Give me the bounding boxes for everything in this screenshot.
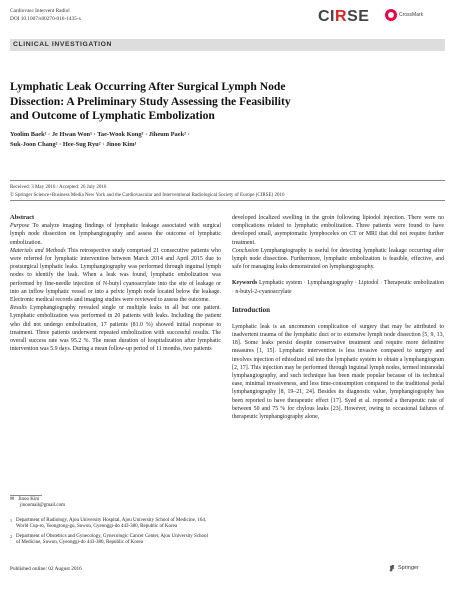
- springer-horse-icon: [388, 564, 396, 572]
- cirse-logo: CIRSE: [318, 8, 370, 25]
- journal-name: Cardiovasc Intervent Radiol: [10, 8, 70, 14]
- affiliation: 1 Department of Radiology, Ajou University Hospital, Ajou University School of Medicine, 164, World Cup-ro, Yeongtong-gu, Suwon, Gyeonggi-do 443-380, Republic of Korea: [10, 518, 207, 530]
- crossmark-icon: [385, 9, 397, 21]
- abstract-purpose: Purpose To analyze imaging findings of lymphatic leakage associated with surgical lymph node dissection on lymphangiography and assess the outcome of lymphatic embolization.: [10, 223, 221, 246]
- crossmark-badge[interactable]: [385, 9, 423, 21]
- abstract-left-column: [10, 214, 221, 353]
- abstract-conclusion: Conclusion Lymphangiography is useful for detecting lymphatic leakage occurring after lymph node dissection. Furthermore, lymphatic embolization is feasible, effective, and safe for managing leaks demonstrated on lymphangiography.: [232, 247, 445, 271]
- affiliations: [10, 518, 210, 547]
- correspondence: [10, 497, 221, 510]
- article-dates: Received: 3 May 2016 / Accepted: 26 July 2016 © Springer Science+Business Media New York and the Cardiovascular and Interventional Radiological Society of Europe (CIRSE) 2016: [10, 185, 285, 198]
- abstract-heading: Abstract: [10, 214, 35, 221]
- abstract-right-column: [232, 214, 444, 421]
- journal-header: [10, 8, 81, 23]
- article-title: Lymphatic Leak Occurring After Surgical Lymph Node Dissection: A Preliminary Study Assessing the Feasibility and Outcome of Lymphatic Embolization: [10, 80, 291, 122]
- abstract-results: Results Lymphangiography revealed single or multiple leaks in all but one patient. Lymphatic embolization was performed in 20 patients with leaks. Including the patient who did not undergo embolization, 17 patients (81.0 %) showed initial response to treatment. Three patients underwent repeated embolization with successful results. The overall success rate was 95.2 %. The mean duration of hospitalization after lymphatic intervention was 5.9 days. During a mean follow-up period of 11 months, two patients: [10, 305, 221, 353]
- divider: [10, 200, 445, 201]
- affiliation: 2 Department of Obstetrics and Gynecology, Gynecologic Cancer Center, Ajou University School of Medicine, Suwon, Gyeonggi-do 443-380, Republic of Korea: [10, 533, 208, 546]
- keywords: Keywords Lymphatic system · Lymphangiography · Lipiodol · Therapeutic embolization · n-butyl-2-cyanoacrylate: [232, 280, 444, 295]
- intro-heading: Introduction: [232, 305, 270, 314]
- springer-logo: Springer: [388, 564, 419, 572]
- correspondence-email[interactable]: jinoomail@gmail.com: [20, 503, 66, 509]
- published-date: Published online: 02 August 2016: [10, 566, 82, 572]
- abstract-methods: Materials and Methods This retrospective study comprised 21 consecutive patients who were referred for lymphatic intervention between March 2014 and April 2015 due to postsurgical lymphatic leaks. Lymphangiography was performed through inguinal lymph nodes to identify the leak. When a leak was found, lymphatic embolization was performed by fine-needle injection of N-butyl cyanoacrylate into the site of leakage or into an inflow lymphatic vessel or into a pelvic lymph node located below the leakage. Electronic medical records and imaging studies were reviewed to assess the outcome.: [10, 247, 221, 304]
- divider: [10, 180, 445, 181]
- intro-text: Lymphatic leak is an uncommon complication of surgery that may be attributed to inadvertent trauma of the lymphatic duct or to extensive lymph node dissection [5, 9, 13, 18]. Some leaks persist despite conservative treatment and require more definitive measures [1, 15]. Lymphatic intervention is less invasive compared to surgery and involves injection of ethiodized oil into the lymphatic system to obtain a lymphangiogram [2, 17]. This injection may be performed through inguinal lymph nodes, termed intranodal lymphangiography, and such technique has been made popular because of its technical ease, minimal invasiveness, and less time-consumption compared to the traditional pedal lymphangiography [8, 19–21, 24]. Besides its diagnostic value, lymphangiography has been reported to have therapeutic effect [17]. Syed et al. reported a therapeutic rate of between 50 and 75 % for chylous leaks [23]. However, owing to occasional failures of therapeutic lymphangiography alone,: [232, 323, 444, 421]
- crossmark-label: CrossMark: [399, 12, 424, 18]
- abstract-results-cont: developed localized swelling in the groin following lipiodol injection. There were no complications related to lymphatic embolization. Three patients were found to have developed small, asymptomatic lymphoceles on CT or MRI that did not require further treatment.: [232, 215, 444, 246]
- category-bar: [10, 39, 445, 51]
- author-list: Yoolim Baek¹ · Je Hwan Won¹ · Tae-Wook Kong² · Jiheum Paek² · Suk-Joon Chang² · Hee-Sug Ryu² · Jinoo Kim¹: [10, 131, 190, 148]
- doi: DOI 10.1007/s00270-016-1435-x: [10, 15, 82, 22]
- envelope-icon: ✉: [10, 497, 15, 502]
- footnote-divider: [10, 495, 42, 496]
- correspondence-name: Jinoo Kim: [18, 497, 40, 502]
- category-label: CLINICAL INVESTIGATION: [13, 41, 113, 48]
